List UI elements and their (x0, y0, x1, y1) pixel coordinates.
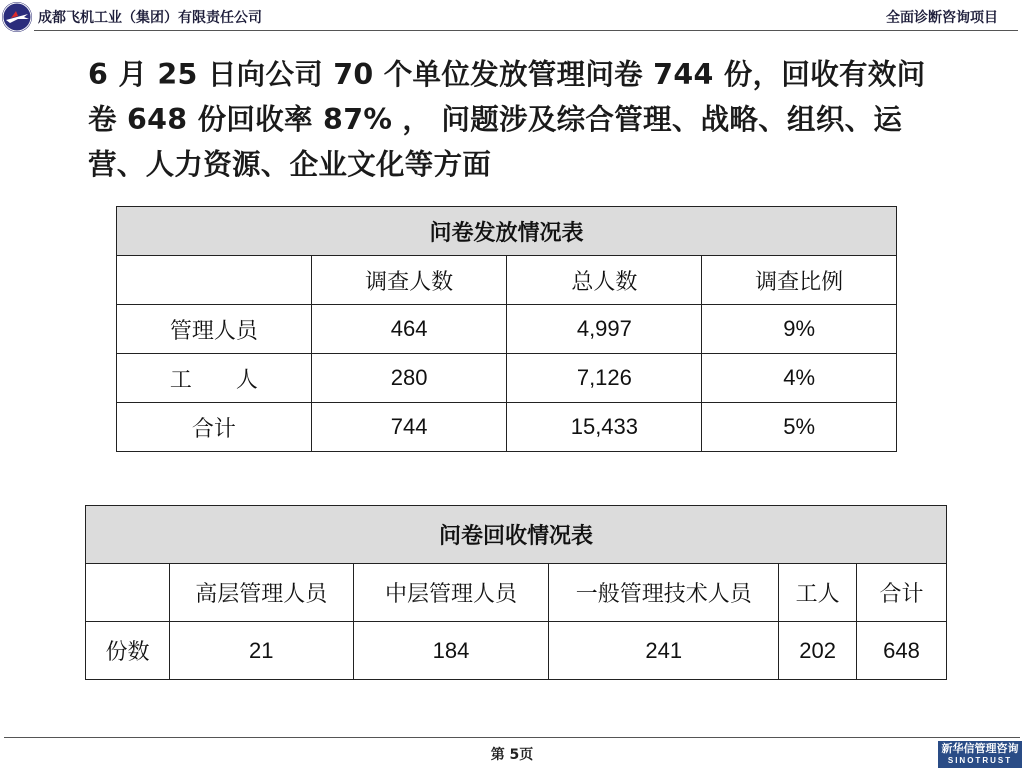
row-label: 管理人员 (117, 305, 312, 354)
return-col-header-workers: 工人 (779, 564, 857, 622)
return-col-header-total: 合计 (857, 564, 947, 622)
row-label: 工 人 (117, 354, 312, 403)
general-count: 241 (549, 622, 779, 680)
header-divider (34, 30, 1018, 31)
project-name: 全面诊断咨询项目 (886, 10, 998, 26)
issue-col-header-surveyed: 调查人数 (311, 256, 507, 305)
sinotrust-logo (938, 741, 1022, 768)
survey-ratio: 5% (702, 403, 897, 452)
slide-header (0, 0, 1024, 32)
return-col-header-general: 一般管理技术人员 (549, 564, 779, 622)
table-row (117, 305, 897, 354)
company-logo-icon (2, 2, 32, 32)
table-row (117, 403, 897, 452)
return-col-header-middle: 中层管理人员 (353, 564, 549, 622)
return-col-header-senior: 高层管理人员 (169, 564, 353, 622)
issue-table-title: 问卷发放情况表 (117, 207, 897, 256)
table-row (117, 354, 897, 403)
footer-divider (4, 737, 1020, 738)
middle-count: 184 (353, 622, 549, 680)
questionnaire-issue-table (116, 206, 897, 452)
brand-english-name: SINOTRUST (947, 756, 1013, 765)
survey-ratio: 9% (702, 305, 897, 354)
total-count: 15,433 (507, 403, 702, 452)
workers-count: 202 (779, 622, 857, 680)
company-name: 成都飞机工业（集团）有限责任公司 (38, 10, 262, 26)
table-row (86, 622, 947, 680)
total-count: 648 (857, 622, 947, 680)
total-count: 7,126 (507, 354, 702, 403)
brand-chinese-name: 新华信管理咨询 (941, 742, 1019, 755)
survey-ratio: 4% (702, 354, 897, 403)
return-col-header-blank (86, 564, 170, 622)
surveyed-count: 744 (311, 403, 507, 452)
surveyed-count: 280 (311, 354, 507, 403)
row-label: 份数 (86, 622, 170, 680)
return-table-title: 问卷回收情况表 (86, 506, 947, 564)
issue-table-header-row (117, 256, 897, 305)
row-label: 合计 (117, 403, 312, 452)
return-table-header-row (86, 564, 947, 622)
issue-col-header-total: 总人数 (507, 256, 702, 305)
surveyed-count: 464 (311, 305, 507, 354)
questionnaire-return-table (85, 505, 947, 680)
total-count: 4,997 (507, 305, 702, 354)
issue-col-header-blank (117, 256, 312, 305)
issue-col-header-ratio: 调查比例 (702, 256, 897, 305)
senior-count: 21 (169, 622, 353, 680)
slide-headline: 6 月 25 日向公司 70 个单位发放管理问卷 744 份，回收有效问卷 648 份回收率 87% ， 问题涉及综合管理、战略、组织、运营、人力资源、企业文化等方面 (88, 58, 926, 181)
page-number: 第 5页 (490, 747, 534, 763)
